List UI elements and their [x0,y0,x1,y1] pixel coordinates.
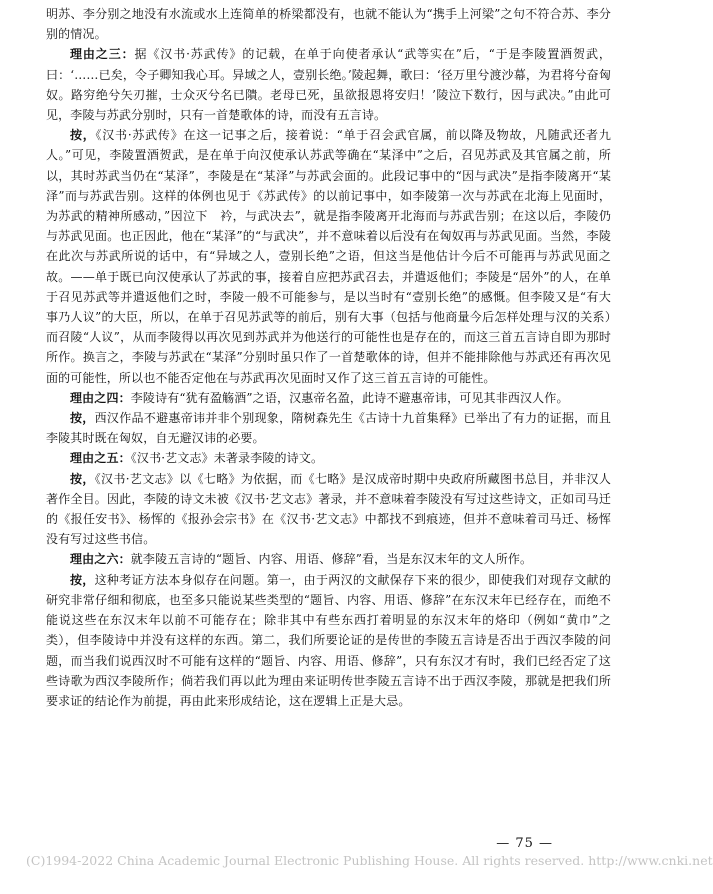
paragraph [0,448,619,468]
paragraph-text: 《汉书·艺文志》未著录李陵的诗文。 [130,451,324,466]
paragraph [0,44,619,125]
paragraph-text: 西汉作品不避惠帝讳并非个别现象，隋树森先生《古诗十九首集释》已举出了有力的证据，而且李陵其时既在匈奴，自无避汉讳的必要。 [46,411,611,446]
paragraph-label: 理由之五： [70,451,131,466]
paragraph [0,469,619,550]
paragraph [0,570,619,711]
paragraph [0,549,619,569]
page-number: — 75 — [496,836,553,851]
paragraph-text: 李陵诗有“犹有盈觞酒”之语，汉惠帝名盈，此诗不避惠帝讳，可见其非西汉人作。 [130,390,569,405]
paragraph-text: 据《汉书·苏武传》的记载，在单于向使者承认“武等实在”后，“于是李陵置酒贺武，曰：‘……已矣，令子卿知我心耳。异域之人，壹别长绝。’陵起舞，歌曰：‘径万里兮渡沙幕，为君将兮奋匈奴。路穷绝兮矢刃摧，士众灭兮名已隤。老母已死，虽欲报恩将安归！’陵泣下数行，因与武决。”由此可见，李陵与苏武分别时，只有一首楚歌体的诗，而没有五言诗。 [46,47,611,123]
paragraph-text: 明苏、李分别之地没有水流或水上连简单的桥梁都没有，也就不能认为“携手上河梁”之句不符合苏、李分别的情况。 [46,7,611,42]
paragraph-label: 按， [70,471,95,486]
article-body [0,4,619,711]
paragraph [0,388,619,408]
paragraph-label: 理由之六： [70,552,131,567]
paragraph [0,4,619,44]
paragraph-label: 按， [70,411,95,426]
paragraph [0,125,619,388]
paragraph [0,408,619,448]
copyright-watermark: (C)1994-2022 China Academic Journal Electronic Publishing House. All rights reserved. http://www.cnki.net [26,853,713,868]
paragraph-label: 按， [70,128,96,143]
paragraph-label: 理由之三： [70,47,135,62]
paragraph-text: 《汉书·苏武传》在这一记事之后，接着说：“单于召会武官属，前以降及物故，凡随武还者九人。”可见，李陵置酒贺武，是在单于向汉使承认苏武等确在“某泽中”之后，召见苏武及其官属之前，所以，其时苏武当仍在“某泽”，李陵是在“某泽”与苏武会面的。此段记事中的“因与武决”是指李陵离开“某泽”而与苏武告别。这样的体例也见于《苏武传》的以前记事中，如李陵第一次与苏武在北海上见面时，为苏武的精神所感动，”因泣下 衿，与武决去”，就是指李陵离开北海而与苏武告别；在这以后，李陵仍与苏武见面。也正因此，他在“某泽”的“与武决”，并不意味着以后没有在匈奴再与苏武见面。当然，李陵在此次与苏武所说的话中，有“异域之人，壹别长绝”之语，但这当是他估计今后不可能再与苏武见面之故。——单于既已向汉使承认了苏武的事，接着自应把苏武召去，并遣返他们；李陵是“居外”的人，在单于召见苏武等并遣返他们之时，李陵一般不可能参与，是以当时有“壹别长绝”的感慨。但李陵又是“有大事乃人议”的大臣，所以，在单于召见苏武等的前后，别有大事（包括与他商量今后怎样处理与汉的关系）而召陵“人议”，从而李陵得以再次见到苏武并为他送行的可能性也是存在的，而这三首五言诗自即为那时所作。换言之，李陵与苏武在“某泽”分别时虽只作了一首楚歌体的诗，但并不能排除他与苏武还有再次见面的可能性，所以也不能否定他在与苏武再次见面时又作了这三首五言诗的可能性。 [46,128,611,385]
paragraph-text: 这种考证方法本身似存在问题。第一，由于两汉的文献保存下来的很少，即使我们对现存文献的研究非常仔细和彻底，也至多只能说某些类型的“题旨、内容、用语、修辞”在东汉末年已经存在，而绝不能说这些在东汉末年以前不可能存在；除非其中有些东西打着明显的东汉末年的烙印（例如“黄巾”之类），但李陵诗中并没有这样的东西。第二，我们所要论证的是传世的李陵五言诗是否出于西汉李陵的问题，而当我们说西汉时不可能有这样的“题旨、内容、用语、修辞”，只有东汉才有时，我们已经否定了这些诗歌为西汉李陵所作；倘若我们再以此为理由来证明传世李陵五言诗不出于西汉李陵，那就是把我们所要求证的结论作为前提，再由此来形成结论，这在逻辑上正是大忌。 [46,572,611,708]
paragraph-text: 《汉书·艺文志》以《七略》为依据，而《七略》是汉成帝时期中央政府所藏图书总目，并非汉人著作全目。因此，李陵的诗文未被《汉书·艺文志》著录，并不意味着李陵没有写过这些诗文，正如司马迁的《报任安书》、杨恽的《报孙会宗书》在《汉书·艺文志》中都找不到痕迹，但并不意味着司马迁、杨恽没有写过这些书信。 [46,471,611,547]
paragraph-label: 理由之四： [70,390,131,405]
paragraph-label: 按， [70,572,95,587]
paragraph-text: 就李陵五言诗的“题旨、内容、用语、修辞”看，当是东汉末年的文人所作。 [130,552,533,567]
